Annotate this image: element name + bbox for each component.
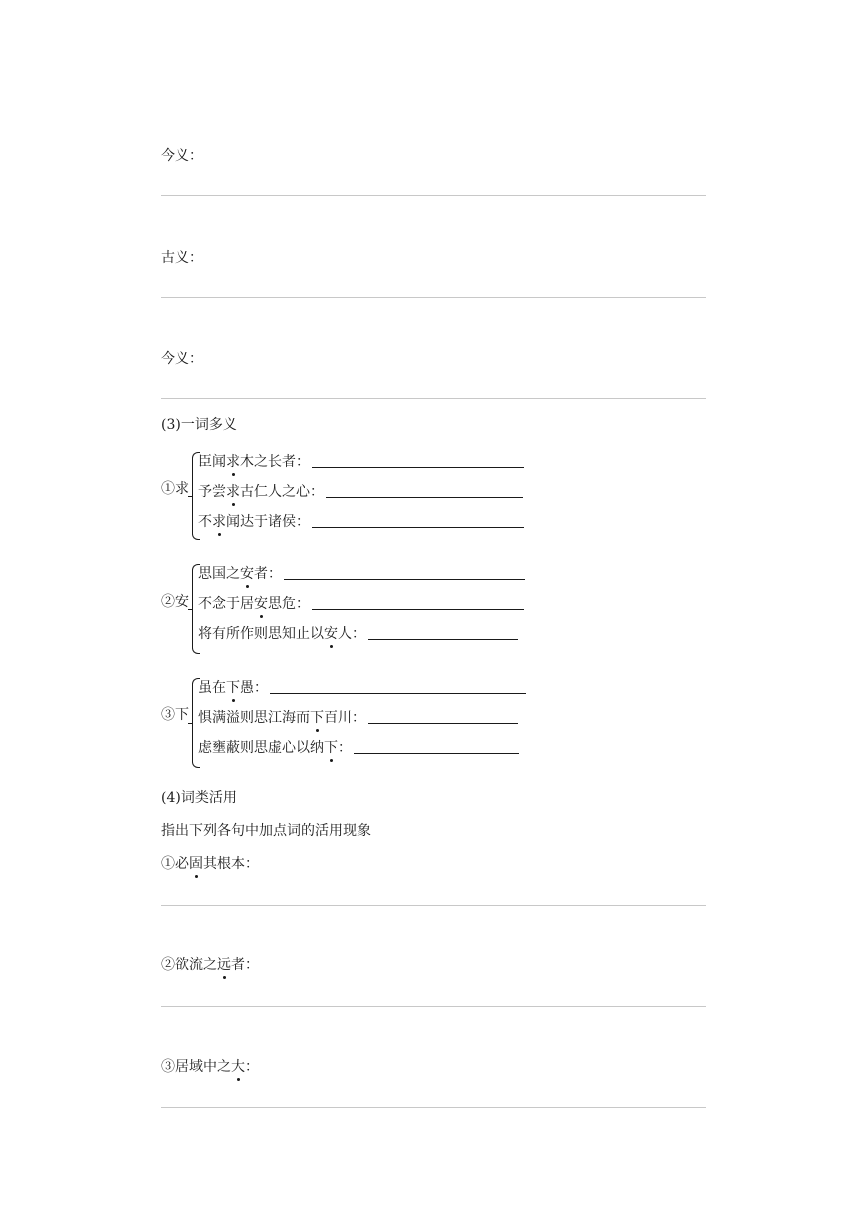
answer-line[interactable] xyxy=(161,297,706,298)
section4-instruction: 指出下列各句中加点词的活用现象 xyxy=(161,823,371,839)
dotted-char: 固 xyxy=(189,856,203,872)
sentence-row: 臣闻求木之长者： xyxy=(198,452,524,472)
answer-line[interactable] xyxy=(161,905,706,906)
sentence-row: 虑壅蔽则思虚心以纳下： xyxy=(198,738,519,758)
fill-blank[interactable] xyxy=(312,595,524,610)
group-marker-an: ②安 xyxy=(161,594,189,610)
sentence-row: 不求闻达于诸侯： xyxy=(198,512,524,532)
dotted-char: 远 xyxy=(217,957,231,973)
group-marker-xia: ③下 xyxy=(161,707,189,723)
dotted-char: 安 xyxy=(324,626,338,642)
fill-blank[interactable] xyxy=(270,679,526,694)
dotted-char: 求 xyxy=(226,454,240,470)
answer-line[interactable] xyxy=(161,1107,706,1108)
dotted-char: 安 xyxy=(240,566,254,582)
section3-title: (3)一词多义 xyxy=(161,417,237,433)
fill-blank[interactable] xyxy=(312,453,524,468)
fill-blank[interactable] xyxy=(368,709,518,724)
guyi-label: 古义： xyxy=(161,250,203,266)
dotted-char: 安 xyxy=(254,596,268,612)
jinyi-label-1: 今义： xyxy=(161,148,203,164)
sentence-row: 思国之安者： xyxy=(198,564,525,584)
usage-item-2: ②欲流之远者： xyxy=(161,957,259,973)
answer-line[interactable] xyxy=(161,398,706,399)
fill-blank[interactable] xyxy=(326,483,523,498)
sentence-row: 予尝求古仁人之心： xyxy=(198,482,523,502)
dotted-char: 求 xyxy=(226,484,240,500)
sentence-row: 将有所作则思知止以安人： xyxy=(198,624,518,644)
dotted-char: 求 xyxy=(212,514,226,530)
usage-item-3: ③居域中之大： xyxy=(161,1059,259,1075)
sentence-row: 惧满溢则思江海而下百川： xyxy=(198,708,518,728)
dotted-char: 下 xyxy=(310,710,324,726)
group-marker-qiu: ①求 xyxy=(161,481,189,497)
fill-blank[interactable] xyxy=(368,625,518,640)
usage-item-1: ①必固其根本： xyxy=(161,856,259,872)
fill-blank[interactable] xyxy=(284,565,525,580)
dotted-char: 大 xyxy=(231,1059,245,1075)
answer-line[interactable] xyxy=(161,195,706,196)
jinyi-label-2: 今义： xyxy=(161,351,203,367)
answer-line[interactable] xyxy=(161,1006,706,1007)
section4-title: (4)词类活用 xyxy=(161,790,237,806)
sentence-row: 不念于居安思危： xyxy=(198,594,524,614)
fill-blank[interactable] xyxy=(312,513,524,528)
dotted-char: 下 xyxy=(226,680,240,696)
dotted-char: 下 xyxy=(324,740,338,756)
fill-blank[interactable] xyxy=(354,739,519,754)
sentence-row: 虽在下愚： xyxy=(198,678,526,698)
